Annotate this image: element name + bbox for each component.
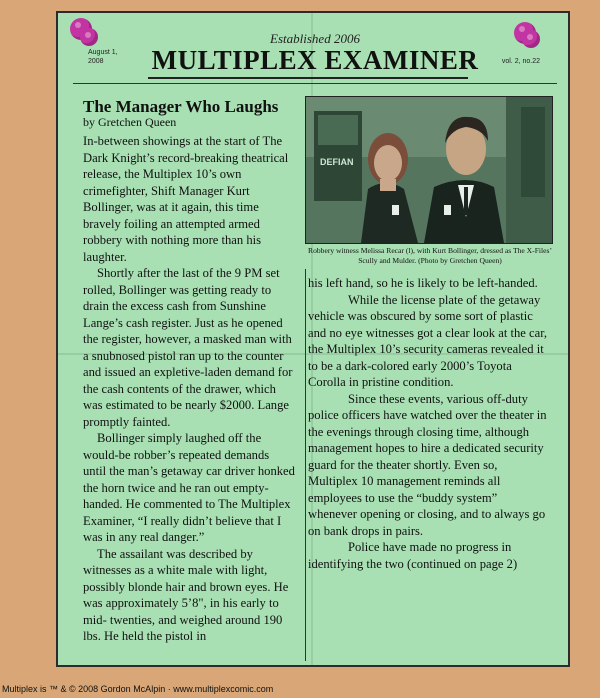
- issue-date-line1: August 1,: [88, 49, 118, 56]
- paragraph: While the license plate of the getaway vehicle was obscured by some sort of plastic and no eye witnesses got a clear look at the car, the Multiplex 10’s security cameras revealed it to be a dark-colored early 2000’s Toyota Corolla in pristine condition.: [308, 292, 548, 389]
- article-headline: The Manager Who Laughs: [83, 97, 279, 116]
- paragraph: his left hand, so he is likely to be left-handed.: [308, 276, 538, 290]
- paragraph: The assailant was described by witnesses as a white male with light, possibly blonde hair and brown eyes. He was approximately 5’8", in his early to mid- twenties, and weighed around 190 lbs. He held the pistol in: [83, 546, 289, 643]
- article-column-2: [308, 275, 548, 572]
- newspaper-page: [56, 11, 570, 667]
- issue-date-line2: 2008: [88, 58, 104, 65]
- paragraph: Shortly after the last of the 9 PM set rolled, Bollinger was getting ready to drain the excess cash from Sunshine Lange’s cash register. Just as he opened the register, however, a masked man with a snubnosed pistol ran up to the counter and issued an expletive-laden demand for the cash contents of the drawer, which was estimated to be nearly $2000. Lange promptly fainted.: [83, 266, 293, 429]
- poster-text: DEFIAN: [320, 157, 354, 167]
- paragraph: In-between showings at the start of The Dark Knight’s record-breaking theatrical release, the Multiplex 10’s own crimefighter, Shift Manager Kurt Bollinger, was at it again, this time bravely foiling an attempted armed robbery with nothing more than his laughter.: [83, 134, 289, 264]
- issue-volume: vol. 2, no.22: [501, 58, 540, 65]
- photo-illustration: [306, 97, 552, 243]
- article-photo: [305, 96, 553, 244]
- photo-caption: Robbery witness Melissa Recar (l), with Kurt Bollinger, dressed as The X-Files’ Scully and Mulder. (Photo by Gretchen Queen): [308, 246, 552, 265]
- copyright-footer: Multiplex is ™ & © 2008 Gordon McAlpin · www.multiplexcomic.com: [2, 684, 274, 694]
- newspaper-title: MULTIPLEX EXAMINER: [151, 45, 479, 75]
- paragraph: Since these events, various off-duty police officers have watched over the theater in the evenings through closing time, although management hopes to hire a dedicated security guard for the theater shortly. Even so, Multiplex 10 management reminds all employees to use the “buddy system” whenever opening or closing, and to always go on bank drops in pairs.: [308, 391, 547, 538]
- column-divider: [305, 269, 306, 661]
- paragraph: Police have made no progress in identifying the two (continued on page 2): [308, 540, 518, 571]
- pushpin-top-right-2: [522, 30, 540, 48]
- masthead-rule: [148, 77, 468, 79]
- issue-date: [88, 48, 118, 66]
- paragraph: Bollinger simply laughed off the would-be robber’s repeated demands until the man’s getaway car driver honked the horn twice and he ran out empty-handed. He commented to The Multiplex Examiner, “I really didn’t believe that I was in any real danger.”: [83, 431, 295, 544]
- pushpin-top-left-2: [80, 28, 98, 46]
- masthead-rule-long: [73, 83, 557, 84]
- established-tagline: Established 2006: [270, 31, 360, 46]
- article-byline: by Gretchen Queen: [83, 115, 177, 129]
- article-column-1: [83, 133, 295, 645]
